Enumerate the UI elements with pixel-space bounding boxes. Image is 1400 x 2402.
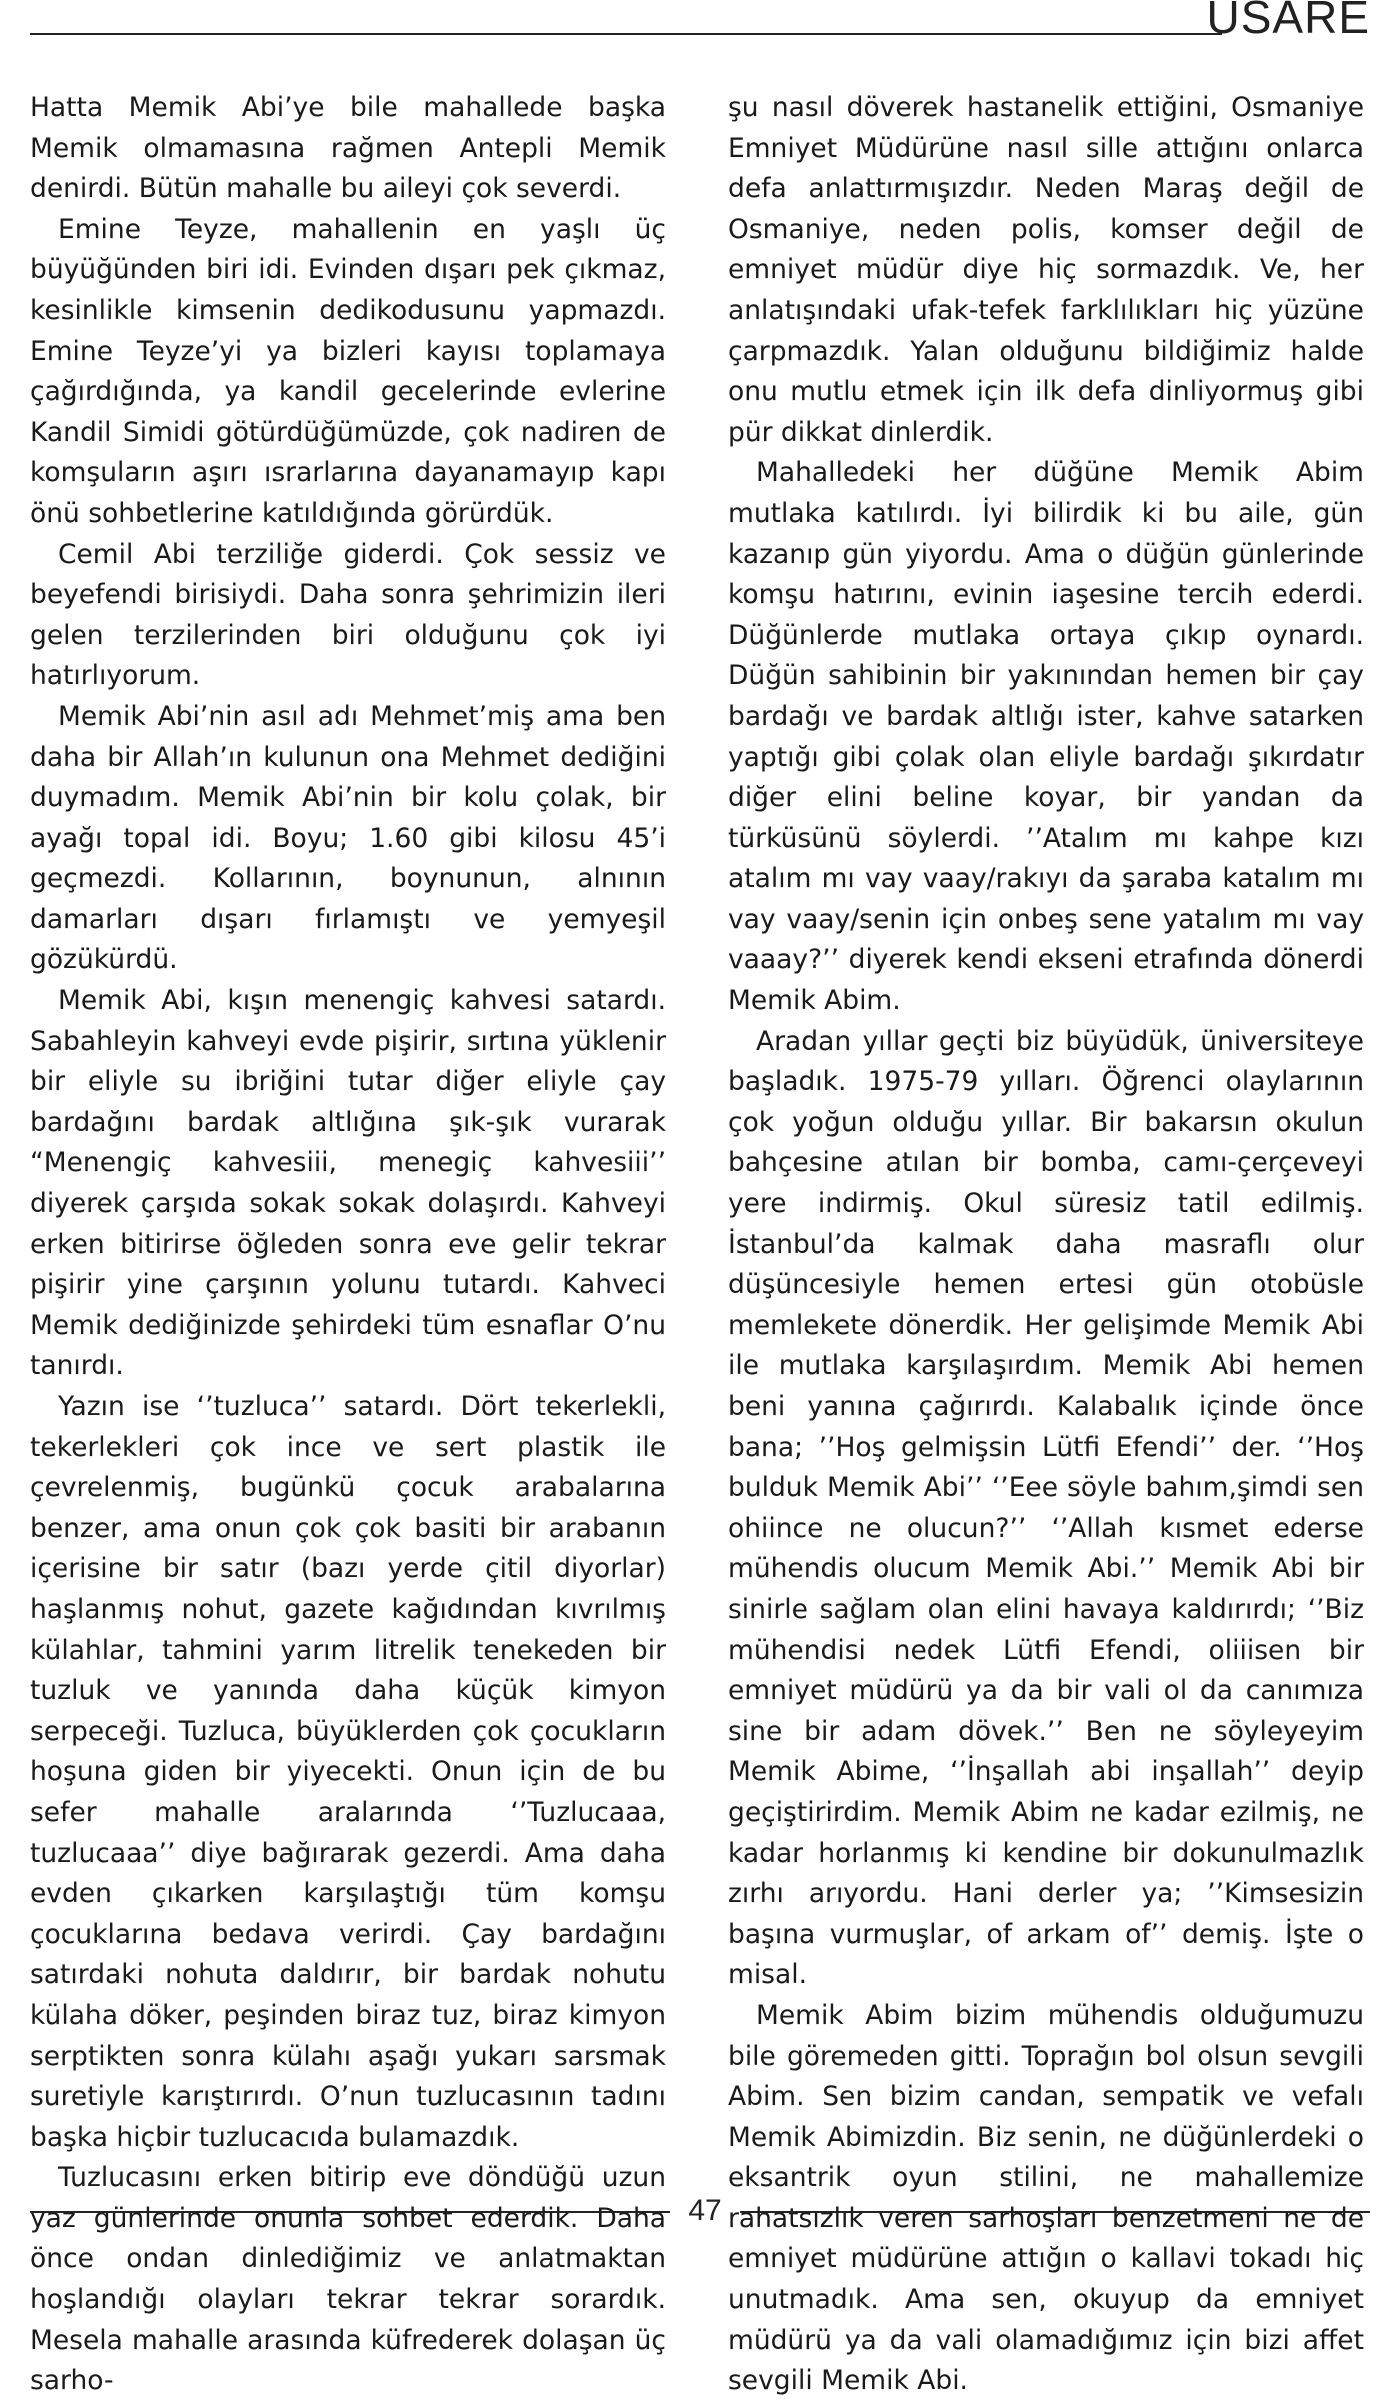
left-column [30,88,666,2397]
paragraph: Hatta Memik Abi’ye bile mahallede başka Memik olmamasına rağmen Antepli Memik denirdi. Bütün mahalle bu aileyi çok severdi. [30,92,666,205]
paragraph: Emine Teyze, mahallenin en yaşlı üç büyüğünden biri idi. Evinden dışarı pek çıkmaz, kesinlikle kimsenin dedikodusunu yapmazdı. Emine Teyze’yi ya bizleri kayısı toplamaya çağırdığında, ya kandil gecelerinde evlerine Kandil Simidi götürdüğümüzde, çok nadiren de komşuların aşırı ısrarlarına dayanamayıp kapı önü sohbetlerine katıldığında görürdük. [30,213,666,529]
page-header [30,0,1370,43]
magazine-title: USARE [1206,0,1370,43]
footer-rule-right [740,2211,1370,2213]
paragraph: şu nasıl döverek hastanelik ettiğini, Osmaniye Emniyet Müdürüne nasıl sille attığını onlarca defa anlattırmışızdır. Neden Maraş değil de Osmaniye, neden polis, komser değil de emniyet müdür diye hiç sormazdık. Ve, her anlatışındaki ufak-tefek farklılıkları hiç yüzüne çarpmazdık. Yalan olduğunu bildiğimiz halde onu mutlu etmek için ilk defa dinliyormuş gibi pür dikkat dinlerdik. [728,92,1364,448]
footer-rule-left [30,2211,670,2213]
page-number: 47 [688,2194,722,2227]
paragraph: Yazın ise ‘’tuzluca’’ satardı. Dört tekerlekli, tekerlekleri çok ince ve sert plastik ile çevrelenmiş, bugünkü çocuk arabalarına benzer, ama onun çok çok basiti bir arabanın içerisine bir satır (bazı yerde çitil diyorlar) haşlanmış nohut, gazete kağıdından kıvrılmış külahlar, tahmini yarım litrelik tenekeden bir tuzluk ve yanında daha küçük kimyon serpeceği. Tuzluca, büyüklerden çok çocukların hoşuna giden bir yiyecekti. Onun için de bu sefer mahalle aralarında ‘’Tuzlucaaa, tuzlucaaa’’ diye bağırarak gezerdi. Ama daha evden çıkarken karşılaştığı tüm komşu çocuklarına bedava verirdi. Çay bardağını satırdaki nohuta daldırır, bir bardak nohutu külaha döker, peşinden biraz tuz, biraz kimyon serptikten sonra külahı aşağı yukarı sarsmak suretiyle karıştırırdı. O’nun tuzlucasının tadını başka hiçbir tuzlucacıda bulamazdık. [30,1391,666,2153]
paragraph: Memik Abim bizim mühendis olduğumuzu bile göremeden gitti. Toprağın bol olsun sevgili Abim. Sen bizim candan, sempatik ve vefalı Memik Abimizdin. Biz senin, ne düğünlerdeki o eksantrik oyun stilini, ne mahallemize rahatsızlık veren sarhoşları benzetmeni ne de emniyet müdürüne attığın o kallavi tokadı hiç unutmadık. Ama sen, okuyup da emniyet müdürü ya da vali olamadığımız için bizi affet sevgili Memik Abi. [728,1999,1364,2397]
paragraph: Mahalledeki her düğüne Memik Abim mutlaka katılırdı. İyi bilirdik ki bu aile, gün kazanıp gün yiyordu. Ama o düğün günlerinde komşu hatırını, evinin iaşesine tercih ederdi. Düğünlerde mutlaka ortaya çıkıp oynardı. Düğün sahibinin bir yakınından hemen bir çay bardağı ve bardak altlığı ister, kahve satarken yaptığı gibi çolak olan eliyle bardağı şıkırdatır diğer elini beline koyar, bir yandan da türküsünü söylerdi. ’’Atalım mı kahpe kızı atalım mı vay vaay/rakıyı da şaraba katalım mı vay vaay/senin için onbeş sene yatalım mı vay vaaay?’’ diyerek kendi ekseni etrafında dönerdi Memik Abim. [728,457,1364,1017]
page-footer [30,2192,1370,2232]
right-column [728,88,1364,2397]
header-rule [30,33,1222,35]
paragraph: Memik Abi, kışın menengiç kahvesi satardı. Sabahleyin kahveyi evde pişirir, sırtına yüklenir bir eliyle su ibriğini tutar diğer eliyle çay bardağını bardak altlığına şık-şık vurarak “Menengiç kahvesiii, menegiç kahvesiii’’ diyerek çarşıda sokak sokak dolaşırdı. Kahveyi erken bitirirse öğleden sonra eve gelir tekrar pişirir yine çarşının yolunu tutardı. Kahveci Memik dediğinizde şehirdeki tüm esnaflar O’nu tanırdı. [30,985,666,1382]
paragraph: Cemil Abi terziliğe giderdi. Çok sessiz ve beyefendi birisiydi. Daha sonra şehrimizin ileri gelen terzilerinden biri olduğunu çok iyi hatırlıyorum. [30,538,666,692]
paragraph: Memik Abi’nin asıl adı Mehmet’miş ama ben daha bir Allah’ın kulunun ona Mehmet dediğini duymadım. Memik Abi’nin bir kolu çolak, bir ayağı topal idi. Boyu; 1.60 gibi kilosu 45’i geçmezdi. Kollarının, boynunun, alnının damarları dışarı fırlamıştı ve yemyeşil gözükürdü. [30,700,666,976]
paragraph: Aradan yıllar geçti biz büyüdük, üniversiteye başladık. 1975-79 yılları. Öğrenci olaylarının çok yoğun olduğu yıllar. Bir bakarsın okulun bahçesine atılan bir bomba, camı-çerçeveyi yere indirmiş. Okul süresiz tatil edilmiş. İstanbul’da kalmak daha masraflı olur düşüncesiyle hemen ertesi gün otobüsle memlekete dönerdik. Her gelişimde Memik Abi ile mutlaka karşılaşırdım. Memik Abi hemen beni yanına çağırırdı. Kalabalık içinde önce bana; ’’Hoş gelmişsin Lütfi Efendi’’ der. ‘’Hoş bulduk Memik Abi’’ ‘’Eee söyle bahım,şimdi sen ohiince ne olucun?’’ ‘’Allah kısmet ederse mühendis olucum Memik Abi.’’ Memik Abi bir sinirle sağlam olan elini havaya kaldırırdı; ‘’Biz mühendisi nedek Lütfi Efendi, oliiisen bir emniyet müdürü ya da bir vali ol da canımıza sine bir adam dövek.’’ Ben ne söyleyeyim Memik Abime, ‘’İnşallah abi inşallah’’ deyip geçiştirirdim. Memik Abim ne kadar ezilmiş, ne kadar horlanmış ki kendine bir dokunulmazlık zırhı arıyordu. Hani derler ya; ’’Kimsesizin başına vurmuşlar, of arkam of’’ demiş. İşte o misal. [728,1025,1364,1991]
paragraph: Tuzlucasını erken bitirip eve döndüğü uzun yaz günlerinde onunla sohbet ederdik. Daha önce ondan dinlediğimiz ve anlatmaktan hoşlandığı olayları tekrar tekrar sorardık. Mesela mahalle arasında küfrederek dolaşan üç sarho- [30,2162,666,2397]
